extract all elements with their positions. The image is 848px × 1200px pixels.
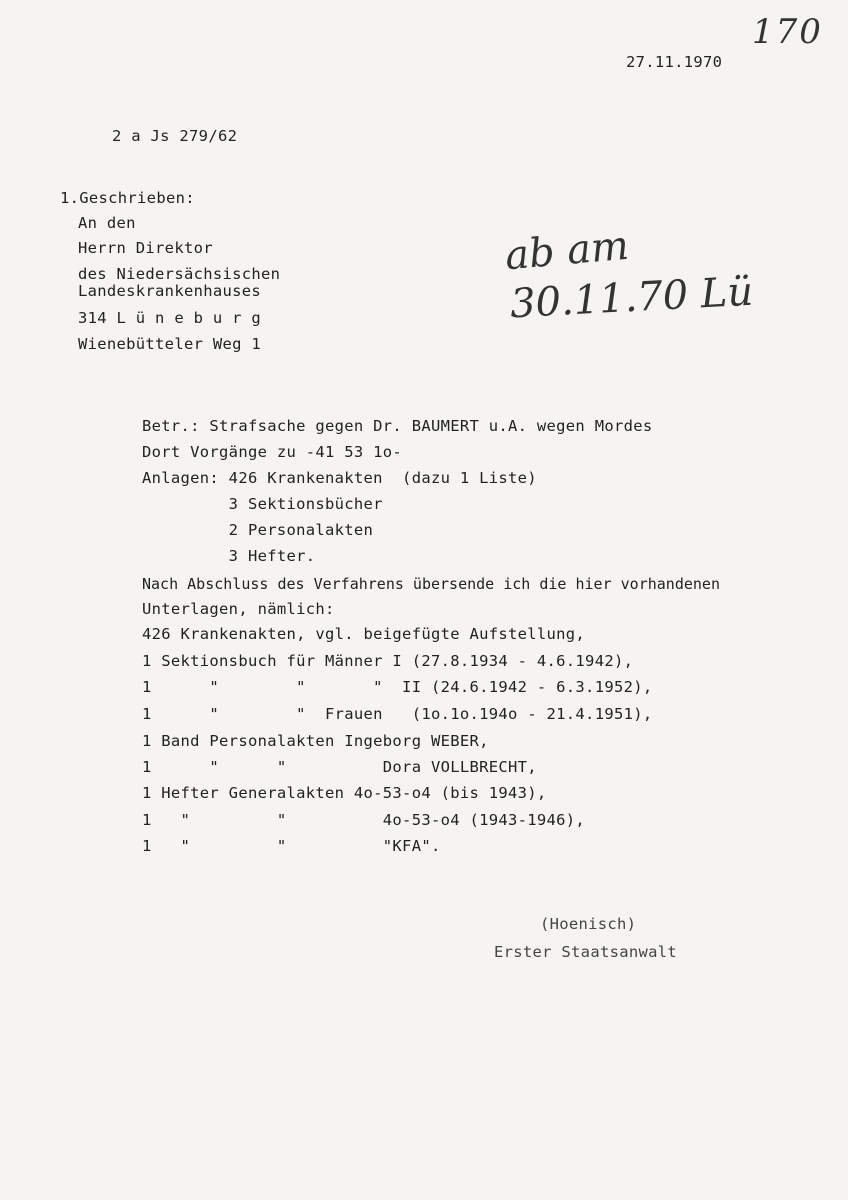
signature-title: Erster Staatsanwalt (494, 943, 678, 961)
address-line: des Niedersächsischen (78, 265, 281, 283)
body-line: Nach Abschluss des Verfahrens übersende ich die hier vorhandenen (142, 575, 720, 593)
handwritten-note-line: 30.11.70 Lü (508, 268, 755, 328)
body-line: Anlagen: 426 Krankenakten (dazu 1 Liste) (142, 469, 537, 487)
handwritten-note-line: ab am (503, 222, 631, 280)
signature-name: (Hoenisch) (540, 915, 637, 933)
body-line: 1 Sektionsbuch für Männer I (27.8.1934 - 4.6.1942), (142, 652, 634, 670)
body-line: 3 Sektionsbücher (142, 495, 383, 513)
body-line: Betr.: Strafsache gegen Dr. BAUMERT u.A. wegen Mordes (142, 417, 653, 435)
body-line: 1 Hefter Generalakten 4o-53-o4 (bis 1943), (142, 784, 547, 802)
written-label: 1.Geschrieben: (60, 189, 195, 207)
file-reference: 2 a Js 279/62 (112, 127, 238, 145)
document-date: 27.11.1970 (626, 53, 723, 71)
body-line: 1 " " "KFA". (142, 837, 441, 855)
body-line: 1 Band Personalakten Ingeborg WEBER, (142, 732, 489, 750)
address-line: Landeskrankenhauses (78, 282, 262, 300)
body-line: 426 Krankenakten, vgl. beigefügte Aufstellung, (142, 625, 586, 643)
body-line: 1 " " " II (24.6.1942 - 6.3.1952), (142, 678, 653, 696)
body-line: 2 Personalakten (142, 521, 374, 539)
body-line: Dort Vorgänge zu -41 53 1o- (142, 443, 403, 461)
body-line: 1 " " Dora VOLLBRECHT, (142, 758, 537, 776)
body-line: 1 " " Frauen (1o.1o.194o - 21.4.1951), (142, 705, 653, 723)
address-line: An den (78, 214, 136, 232)
address-line: Wienebütteler Weg 1 (78, 335, 262, 353)
body-line: Unterlagen, nämlich: (142, 600, 335, 618)
body-line: 1 " " 4o-53-o4 (1943-1946), (142, 811, 586, 829)
body-line: 3 Hefter. (142, 547, 316, 565)
address-line: 314 L ü n e b u r g (78, 309, 262, 327)
address-line: Herrn Direktor (78, 239, 213, 257)
page-number-handwritten: 170 (752, 12, 823, 52)
